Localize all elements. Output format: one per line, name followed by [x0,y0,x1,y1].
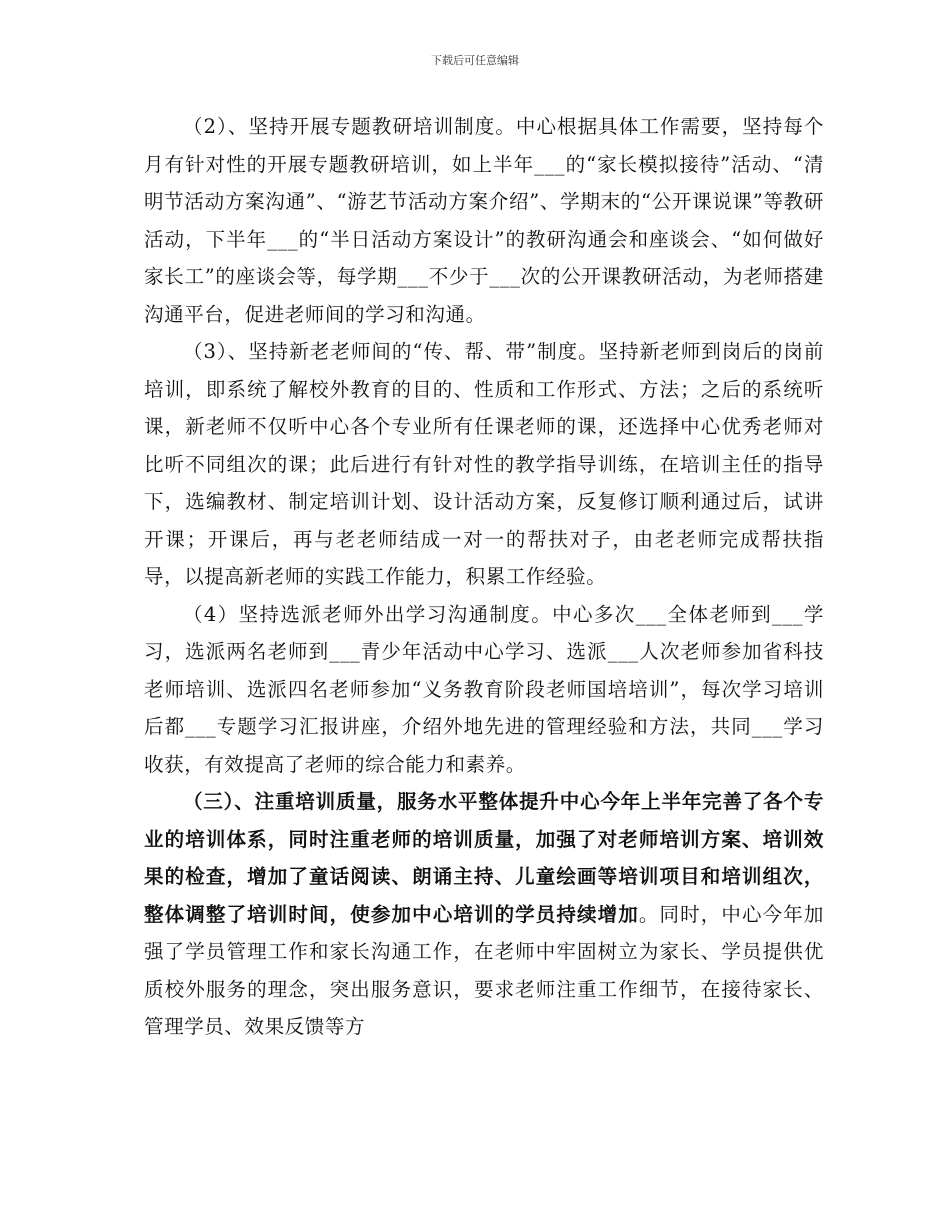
section-3-body-text: 。同时，中心今年加强了学员管理工作和家长沟通工作，在老师中牢固树立为家长、学员提供优质校外服务的理念，突出服务意识，要求老师注重工作细节，在接待家长、管理学员、效果反馈等方 [144,902,824,1038]
page-header: 下载后可任意编辑 [431,54,519,67]
paragraph-item-2: （2）、坚持开展专题教研培训制度。中心根据具体工作需要，坚持每个月有针对性的开展专题教研培训，如上半年___的“家长模拟接待”活动、“清明节活动方案沟通”、“游艺节活动方案介绍”、学期末的“公开课说课”等教研活动，下半年___的“半日活动方案设计”的教研沟通会和座谈会、“如何做好家长工”的座谈会等，每学期___不少于___次的公开课教研活动，为老师搭建沟通平台，促进老师间的学习和沟通。 [144,115,824,326]
paragraph-item-4: （4）坚持选派老师外出学习沟通制度。中心多次___全体老师到___学习，选派两名老师到___青少年活动中心学习、选派___人次老师参加省科技老师培训、选派四名老师参加“义务教育阶段老师国培培训”，每次学习培训后都___专题学习汇报讲座，介绍外地先进的管理经验和方法，共同___学习收获，有效提高了老师的综合能力和素养。 [144,602,824,776]
paragraph-item-3: （3）、坚持新老老师间的“传、帮、带”制度。坚持新老师到岗后的岗前培训，即系统了解校外教育的目的、性质和工作形式、方法；之后的系统听课，新老师不仅听中心各个专业所有任课老师的课，还选择中心优秀老师对比听不同组次的课；此后进行有针对性的教学指导训练，在培训主任的指导下，选编教材、制定培训计划、设计活动方案，反复修订顺利通过后，试讲开课；开课后，再与老老师结成一对一的帮扶对子，由老老师完成帮扶指导，以提高新老师的实践工作能力，积累工作经验。 [144,340,824,588]
document-body [144,108,824,1046]
section-3-heading-text: （三）、注重培训质量，服务水平整体提升中心今年上半年完善了各个专业的培训体系，同时注重老师的培训质量，加强了对老师培训方案、培训效果的检查，增加了童话阅读、朗诵主持、儿童绘画等培训项目和培训组次，整体调整了培训时间，使参加中心培训的学员持续增加 [144,790,824,926]
paragraph-section-3 [144,783,824,1046]
